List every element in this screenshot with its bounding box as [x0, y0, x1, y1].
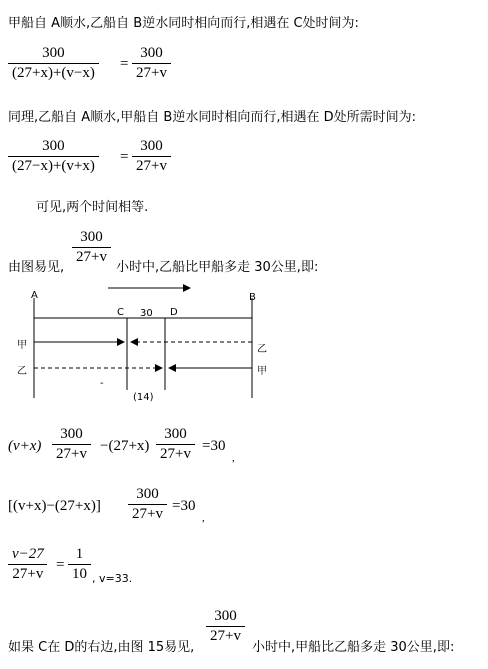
- paragraph-4-suffix: 小时中,乙船比甲船多走 30公里,即:: [116, 260, 319, 275]
- figure-14-diagram: [0, 280, 488, 410]
- eq1-right-numerator: 300: [140, 45, 163, 61]
- eq5-equals: =: [56, 557, 65, 573]
- eq3-fraction-2: [156, 426, 195, 463]
- eq3-minus-term: −(27+x): [100, 438, 150, 454]
- eq1-denominator: (27+x)+(v−x): [8, 63, 99, 82]
- equation-1-right-fraction: [132, 45, 171, 82]
- eq3-fraction-1: [52, 426, 91, 463]
- eq1-equals: =: [120, 56, 129, 72]
- eq5-n1: v−27: [12, 546, 44, 562]
- label-dash: -: [100, 378, 104, 389]
- label-b: B: [249, 292, 256, 303]
- eq1-right-denominator: 27+v: [132, 63, 171, 82]
- paragraph-3: 可见,两个时间相等.: [36, 200, 149, 215]
- eq5-n2: 1: [75, 546, 84, 562]
- figure-caption: (14): [133, 392, 154, 403]
- eq3-n2: 300: [164, 426, 187, 442]
- eq4-fraction: [128, 486, 167, 523]
- eq2-right-numerator: 300: [140, 138, 163, 154]
- eq3-comma: ,: [232, 452, 235, 464]
- eq2-right-denominator: 27+v: [132, 156, 171, 175]
- label-a: A: [31, 290, 38, 301]
- eq1-numerator: 300: [42, 45, 65, 61]
- label-30: 30: [140, 308, 153, 319]
- paragraph-4-fraction: [72, 229, 111, 266]
- eq5-fraction-1: [8, 546, 48, 583]
- label-yi-right: 乙: [257, 344, 267, 355]
- eq4-bracket-term: [(v+x)−(27+x)]: [8, 498, 101, 514]
- equation-2-left-fraction: [8, 138, 99, 175]
- paragraph-1: 甲船自 A顺水,乙船自 B逆水同时相向而行,相遇在 C处时间为:: [8, 16, 359, 31]
- eq3-result: =30: [202, 438, 226, 454]
- label-d: D: [170, 307, 178, 318]
- eq3-d1: 27+v: [52, 444, 91, 463]
- paragraph-5-prefix: 如果 C在 D的右边,由图 15易见,: [8, 640, 195, 655]
- eq2-numerator: 300: [42, 138, 65, 154]
- eq5-tail: , v=33.: [92, 572, 133, 585]
- label-yi-left: 乙: [17, 366, 27, 377]
- eq5-fraction-2: [68, 546, 91, 583]
- eq2-denominator: (27−x)+(v+x): [8, 156, 99, 175]
- equation-1-left-fraction: [8, 45, 99, 82]
- paragraph-5-fraction: [206, 608, 245, 645]
- eq5-d1: 27+v: [8, 564, 47, 583]
- eq2-equals: =: [120, 149, 129, 165]
- p4-numerator: 300: [80, 229, 103, 245]
- label-c: C: [117, 307, 124, 318]
- p4-denominator: 27+v: [72, 247, 111, 266]
- eq4-comma: ,: [202, 512, 205, 524]
- eq3-d2: 27+v: [156, 444, 195, 463]
- eq4-result: =30: [172, 498, 196, 514]
- paragraph-4-prefix: 由图易见,: [8, 260, 65, 275]
- p5-denominator: 27+v: [206, 626, 245, 645]
- p5-numerator: 300: [214, 608, 237, 624]
- equation-2-right-fraction: [132, 138, 171, 175]
- label-jia-left: 甲: [17, 340, 27, 351]
- paragraph-2: 同理,乙船自 A顺水,甲船自 B逆水同时相向而行,相遇在 D处所需时间为:: [8, 110, 416, 125]
- paragraph-5-suffix: 小时中,甲船比乙船多走 30公里,即:: [252, 640, 455, 655]
- eq4-d: 27+v: [128, 504, 167, 523]
- eq3-n1: 300: [60, 426, 83, 442]
- eq3-term-a: (v+x): [8, 438, 42, 454]
- eq4-n: 300: [136, 486, 159, 502]
- label-jia-right: 甲: [257, 366, 267, 377]
- eq5-d2: 10: [68, 564, 91, 583]
